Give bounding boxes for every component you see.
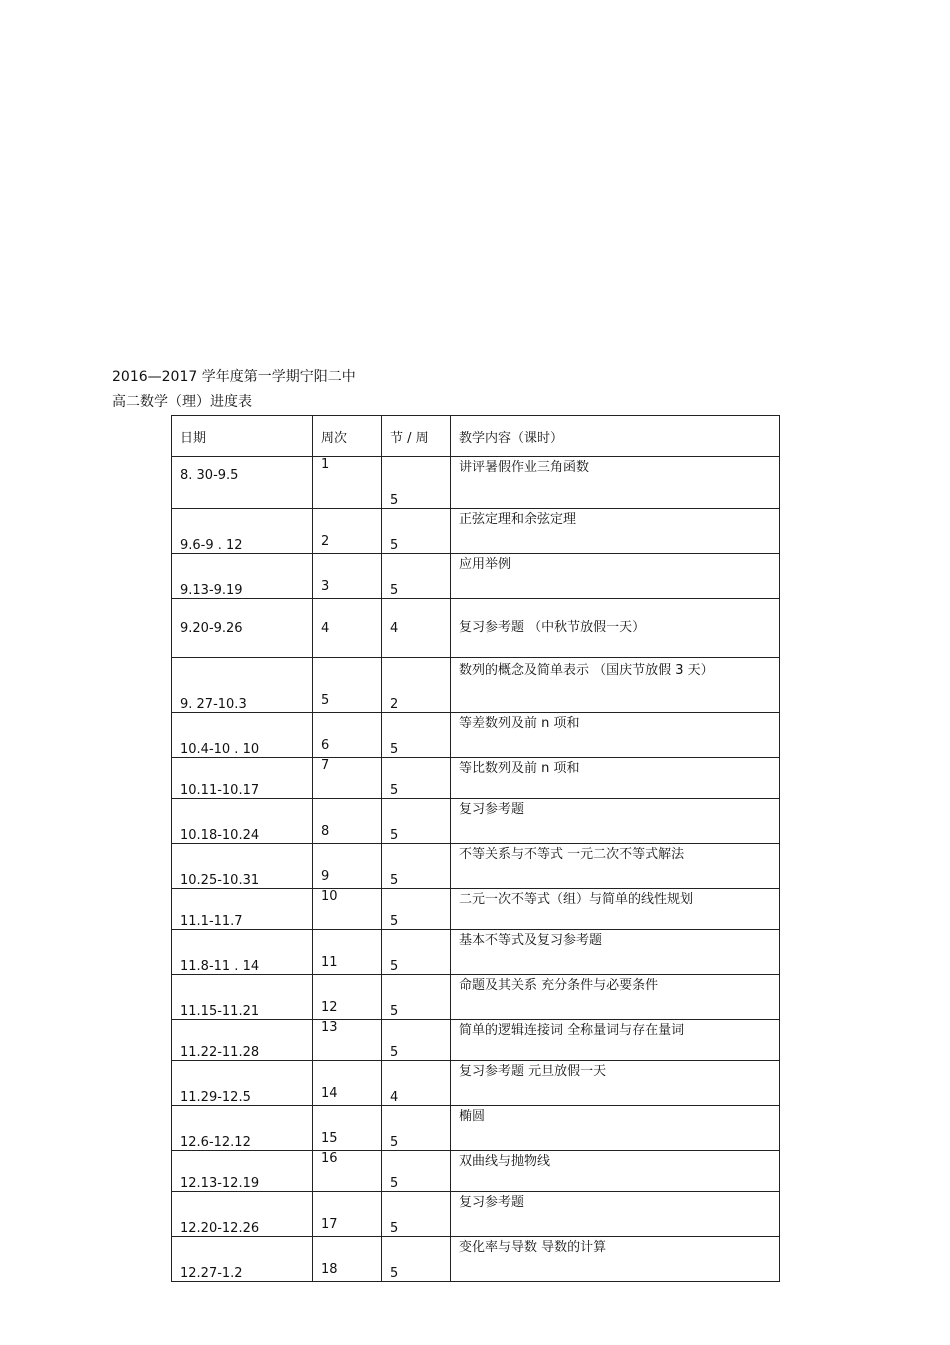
cell-hours: 2 [382,658,451,713]
cell-content: 变化率与导数 导数的计算 [451,1237,780,1282]
header-content: 教学内容（课时） [451,416,780,457]
cell-date: 12.20-12.26 [172,1192,313,1237]
table-row [172,758,780,799]
cell-week: 1 [313,457,382,509]
table-header-row [172,416,780,457]
cell-content: 基本不等式及复习参考题 [451,930,780,975]
cell-hours: 5 [382,930,451,975]
cell-date: 12.6-12.12 [172,1106,313,1151]
cell-hours: 5 [382,1237,451,1282]
cell-week: 12 [313,975,382,1020]
cell-week: 8 [313,799,382,844]
cell-hours: 5 [382,844,451,889]
table-row [172,1151,780,1192]
cell-hours: 5 [382,889,451,930]
cell-content: 等比数列及前 n 项和 [451,758,780,799]
table-row [172,799,780,844]
table-row [172,1237,780,1282]
table-row [172,457,780,509]
cell-week: 17 [313,1192,382,1237]
cell-content: 应用举例 [451,554,780,599]
cell-content: 椭圆 [451,1106,780,1151]
cell-content: 命题及其关系 充分条件与必要条件 [451,975,780,1020]
table-row [172,713,780,758]
cell-hours: 5 [382,1192,451,1237]
table-row [172,1020,780,1061]
cell-date: 10.11-10.17 [172,758,313,799]
cell-hours: 5 [382,1020,451,1061]
cell-date: 8. 30-9.5 [172,457,313,509]
cell-week: 2 [313,509,382,554]
cell-content: 等差数列及前 n 项和 [451,713,780,758]
cell-content: 正弦定理和余弦定理 [451,509,780,554]
cell-hours: 5 [382,713,451,758]
cell-content: 复习参考题 [451,799,780,844]
cell-hours: 4 [382,1061,451,1106]
cell-week: 10 [313,889,382,930]
cell-hours: 5 [382,509,451,554]
cell-date: 10.18-10.24 [172,799,313,844]
cell-date: 10.4-10 . 10 [172,713,313,758]
cell-date: 9.20-9.26 [172,599,313,658]
cell-date: 9.13-9.19 [172,554,313,599]
table-row [172,509,780,554]
cell-week: 9 [313,844,382,889]
cell-content: 复习参考题 [451,1192,780,1237]
cell-week: 13 [313,1020,382,1061]
cell-date: 11.15-11.21 [172,975,313,1020]
header-week: 周次 [313,416,382,457]
cell-hours: 5 [382,457,451,509]
cell-hours: 4 [382,599,451,658]
cell-content: 复习参考题 元旦放假一天 [451,1061,780,1106]
table-row [172,930,780,975]
cell-week: 16 [313,1151,382,1192]
table-row [172,1106,780,1151]
header-date: 日期 [172,416,313,457]
document-subtitle: 高二数学（理）进度表 [112,394,252,410]
cell-week: 6 [313,713,382,758]
cell-content: 二元一次不等式（组）与简单的线性规划 [451,889,780,930]
cell-hours: 5 [382,554,451,599]
cell-week: 15 [313,1106,382,1151]
cell-date: 11.1-11.7 [172,889,313,930]
cell-date: 10.25-10.31 [172,844,313,889]
cell-content: 数列的概念及简单表示 （国庆节放假 3 天） [451,658,780,713]
cell-content: 简单的逻辑连接词 全称量词与存在量词 [451,1020,780,1061]
table-row [172,975,780,1020]
cell-content: 讲评暑假作业三角函数 [451,457,780,509]
cell-date: 11.29-12.5 [172,1061,313,1106]
cell-hours: 5 [382,1151,451,1192]
cell-week: 7 [313,758,382,799]
header-hours: 节 / 周 [382,416,451,457]
cell-date: 11.8-11 . 14 [172,930,313,975]
cell-week: 5 [313,658,382,713]
cell-date: 9. 27-10.3 [172,658,313,713]
table-row [172,599,780,658]
cell-date: 11.22-11.28 [172,1020,313,1061]
cell-date: 12.27-1.2 [172,1237,313,1282]
cell-content: 不等关系与不等式 一元二次不等式解法 [451,844,780,889]
table-row [172,658,780,713]
table-row [172,1192,780,1237]
cell-date: 9.6-9 . 12 [172,509,313,554]
table-row [172,844,780,889]
table-row [172,1061,780,1106]
schedule-table [171,415,780,1282]
cell-week: 18 [313,1237,382,1282]
document-title: 2016—2017 学年度第一学期宁阳二中 [112,369,356,385]
cell-week: 14 [313,1061,382,1106]
cell-content: 双曲线与抛物线 [451,1151,780,1192]
cell-hours: 5 [382,975,451,1020]
cell-date: 12.13-12.19 [172,1151,313,1192]
table-row [172,889,780,930]
cell-week: 4 [313,599,382,658]
cell-week: 11 [313,930,382,975]
cell-hours: 5 [382,799,451,844]
table-row [172,554,780,599]
cell-hours: 5 [382,1106,451,1151]
cell-hours: 5 [382,758,451,799]
cell-content: 复习参考题 （中秋节放假一天） [451,599,780,658]
cell-week: 3 [313,554,382,599]
